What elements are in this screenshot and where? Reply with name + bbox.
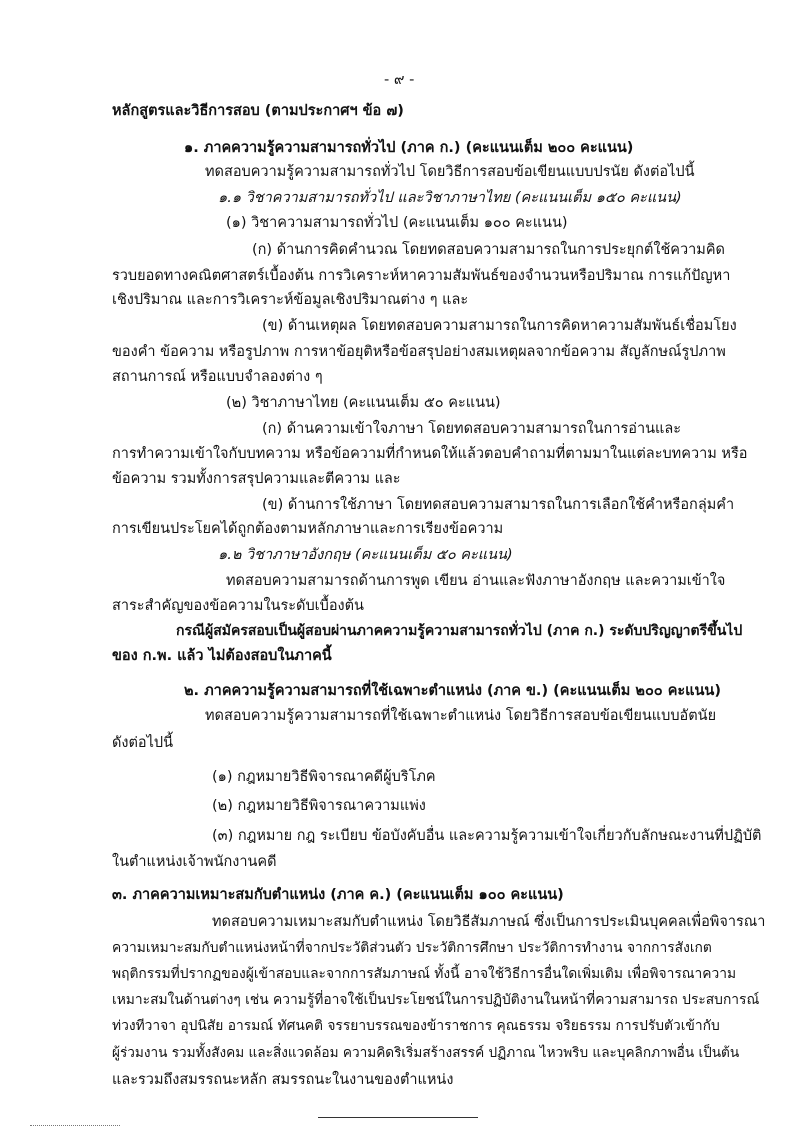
subject-1b-line1: (ข) ด้านเหตุผล โดยทดสอบความสามารถในการคิดหาความสัมพันธ์เชื่อมโยง bbox=[262, 318, 737, 334]
part3-line2: ความเหมาะสมกับตำแหน่งหน้าที่จากประวัติส่วนตัว ประวัติการศึกษา ประวัติการทำงาน จากการสังเกต bbox=[112, 940, 712, 956]
part2-title: ๒. ภาคความรู้ความสามารถที่ใช้เฉพาะตำแหน่ง (ภาค ข.) (คะแนนเต็ม ๒๐๐ คะแนน) bbox=[184, 683, 721, 699]
section-1-2-line2: สาระสำคัญของข้อความในระดับเบื้องต้น bbox=[112, 598, 364, 614]
exemption-note-line2: ของ ก.พ. แล้ว ไม่ต้องสอบในภาคนี้ bbox=[112, 648, 332, 664]
part2-item3-line1: (๓) กฎหมาย กฎ ระเบียบ ข้อบังคับอื่น และความรู้ความเข้าใจเกี่ยวกับลักษณะงานที่ปฏิบัติ bbox=[212, 828, 762, 844]
part3-line6: ผู้ร่วมงาน รวมทั้งสังคม และสิ่งแวดล้อม ความคิดริเริ่มสร้างสรรค์ ปฏิภาณ ไหวพริบ และบุคลิกภาพอื่น เป็นต้น bbox=[112, 1045, 740, 1061]
subject-2-title: (๒) วิชาภาษาไทย (คะแนนเต็ม ๕๐ คะแนน) bbox=[226, 395, 501, 411]
subject-1b-line2: ของคำ ข้อความ หรือรูปภาพ การหาข้อยุติหรือข้อสรุปอย่างสมเหตุผลจากข้อความ สัญลักษณ์รูปภาพ bbox=[112, 344, 726, 360]
part3-line1: ทดสอบความเหมาะสมกับตำแหน่ง โดยวิธีสัมภาษณ์ ซึ่งเป็นการประเมินบุคคลเพื่อพิจารณา bbox=[212, 914, 766, 930]
subject-2b-line2: การเขียนประโยคได้ถูกต้องตามหลักภาษาและการเรียงข้อความ bbox=[112, 521, 504, 537]
subject-1b-line3: สถานการณ์ หรือแบบจำลองต่าง ๆ bbox=[112, 369, 323, 385]
part2-item1: (๑) กฎหมายวิธีพิจารณาคดีผู้บริโภค bbox=[212, 769, 436, 785]
part3-line7: และรวมถึงสมรรถนะหลัก สมรรถนะในงานของตำแหน่ง bbox=[112, 1072, 454, 1088]
subject-1-title: (๑) วิชาความสามารถทั่วไป (คะแนนเต็ม ๑๐๐ คะแนน) bbox=[226, 215, 568, 231]
section-1-2-line1: ทดสอบความสามารถด้านการพูด เขียน อ่านและฟังภาษาอังกฤษ และความเข้าใจ bbox=[226, 573, 726, 589]
end-divider bbox=[318, 1117, 478, 1118]
part3-line5: ท่วงทีวาจา อุปนิสัย อารมณ์ ทัศนคติ จรรยาบรรณของข้าราชการ คุณธรรม จริยธรรม การปรับตัวเข้ากับ bbox=[112, 1018, 720, 1034]
subject-2a-line3: ข้อความ รวมทั้งการสรุปความและตีความ และ bbox=[112, 471, 401, 487]
part3-line4: เหมาะสมในด้านต่างๆ เช่น ความรู้ที่อาจใช้เป็นประโยชน์ในการปฏิบัติงานในหน้าที่ความสามารถ ประสบการณ์ bbox=[112, 992, 760, 1008]
document-heading: หลักสูตรและวิธีการสอบ (ตามประกาศฯ ข้อ ๗) bbox=[112, 103, 404, 119]
part2-intro-line1: ทดสอบความรู้ความสามารถที่ใช้เฉพาะตำแหน่ง โดยวิธีการสอบข้อเขียนแบบอัตนัย bbox=[205, 708, 717, 724]
part2-intro-line2: ดังต่อไปนี้ bbox=[112, 735, 174, 751]
section-1-1-title: ๑.๑ วิชาความสามารถทั่วไป และวิชาภาษาไทย (คะแนนเต็ม ๑๕๐ คะแนน) bbox=[218, 190, 682, 206]
footer-scan-mark bbox=[30, 1125, 120, 1126]
exemption-note-line1: กรณีผู้สมัครสอบเป็นผู้สอบผ่านภาคความรู้ความสามารถทั่วไป (ภาค ก.) ระดับปริญญาตรีขึ้นไป bbox=[176, 623, 743, 639]
part2-item2: (๒) กฎหมายวิธีพิจารณาความแพ่ง bbox=[212, 798, 426, 814]
subject-1a-line2: รวบยอดทางคณิตศาสตร์เบื้องต้น การวิเคราะห์หาความสัมพันธ์ของจำนวนหรือปริมาณ การแก้ปัญหา bbox=[112, 268, 731, 284]
subject-2b-line1: (ข) ด้านการใช้ภาษา โดยทดสอบความสามารถในการเลือกใช้คำหรือกลุ่มคำ bbox=[262, 497, 735, 513]
part1-intro: ทดสอบความรู้ความสามารถทั่วไป โดยวิธีการสอบข้อเขียนแบบปรนัย ดังต่อไปนี้ bbox=[205, 164, 695, 180]
part1-title: ๑. ภาคความรู้ความสามารถทั่วไป (ภาค ก.) (คะแนนเต็ม ๒๐๐ คะแนน) bbox=[184, 140, 634, 156]
part3-title: ๓. ภาคความเหมาะสมกับตำแหน่ง (ภาค ค.) (คะแนนเต็ม ๑๐๐ คะแนน) bbox=[112, 887, 564, 903]
page-number: - ๙ - bbox=[384, 72, 415, 88]
subject-1a-line3: เชิงปริมาณ และการวิเคราะห์ข้อมูลเชิงปริมาณต่าง ๆ และ bbox=[112, 292, 469, 308]
section-1-2-title: ๑.๒ วิชาภาษาอังกฤษ (คะแนนเต็ม ๕๐ คะแนน) bbox=[218, 547, 513, 563]
part3-line3: พฤติกรรมที่ปรากฏของผู้เข้าสอบและจากการสัมภาษณ์ ทั้งนี้ อาจใช้วิธีการอื่นใดเพิ่มเติม เพื่อพิจารณาความ bbox=[112, 966, 737, 982]
subject-2a-line1: (ก) ด้านความเข้าใจภาษา โดยทดสอบความสามารถในการอ่านและ bbox=[262, 421, 682, 437]
subject-1a-line1: (ก) ด้านการคิดคำนวณ โดยทดสอบความสามารถในการประยุกต์ใช้ความคิด bbox=[252, 242, 725, 258]
subject-2a-line2: การทำความเข้าใจกับบทความ หรือข้อความที่กำหนดให้แล้วตอบคำถามที่ตามมาในแต่ละบทความ หรือ bbox=[112, 446, 748, 462]
part2-item3-line2: ในตำแหน่งเจ้าพนักงานคดี bbox=[112, 854, 277, 870]
